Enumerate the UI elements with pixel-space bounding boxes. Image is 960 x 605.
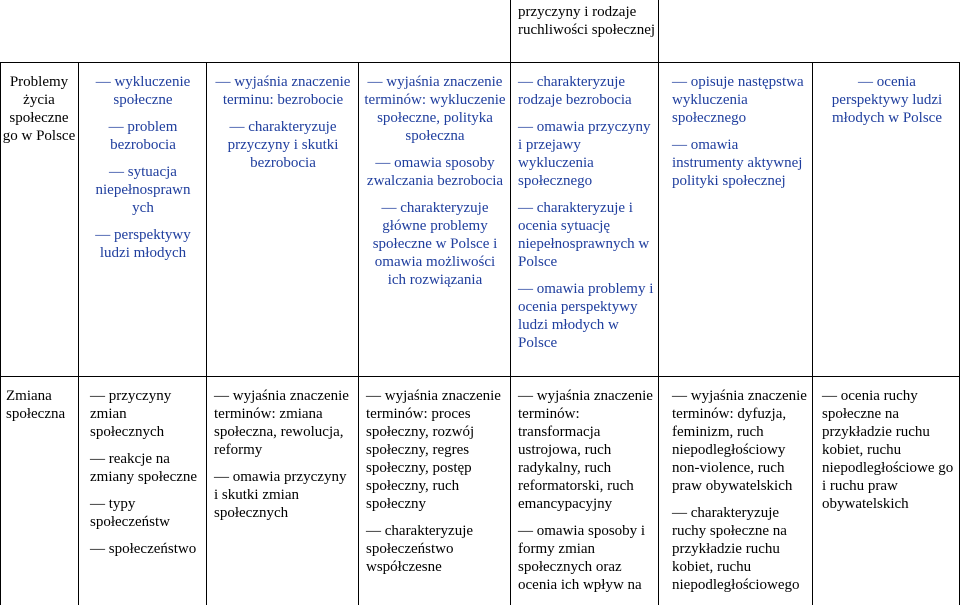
table-border [510,0,511,62]
requirement-item: — omawia instrumenty aktywnej polityki społecznej [672,137,803,189]
requirement-item: — omawia sposoby i formy zmian społecznych oraz ocenia ich wpływ na [518,523,646,593]
requirement-cell [672,387,810,594]
requirement-item: — wyjaśnia znaczenie terminu: bezrobocie [215,74,351,108]
requirement-item: — charakteryzuje i ocenia sytuację niepełnosprawnych w Polsce [518,200,650,270]
requirement-item: — wyjaśnia znaczenie terminów: wykluczenie społeczne, polityka społeczna [364,74,506,144]
table-border [510,62,511,605]
table-border [206,62,207,605]
requirement-item: — charakteryzuje przyczyny i skutki bezrobocia [227,119,339,171]
subtopic-item: — perspektywy ludzi młodych [95,227,191,261]
header-cell [518,3,658,39]
requirement-cell [818,73,956,127]
requirement-item: — omawia przyczyny i przejawy wykluczenia społecznego [518,119,651,189]
requirement-item: — omawia problemy i ocenia perspektywy ludzi młodych w Polsce [518,281,654,351]
table-border [658,0,659,62]
subtopic-cell [84,73,202,262]
topic-label: Problemy życia społeczne go w Polsce [2,74,76,144]
subtopic-item: — przyczyny zmian społecznych [90,388,172,440]
subtopic-item: — wykluczenie społeczne [95,74,191,108]
requirement-item: — wyjaśnia znaczenie terminów: dyfuzja, feminizm, ruch niepodległościowy non-violence, ruch praw obywatelskich [672,388,807,494]
requirement-cell [212,73,354,172]
subtopic-item: — reakcje na zmiany społeczne [90,451,198,485]
requirement-cell [822,387,956,513]
topic-cell [6,387,76,423]
subtopic-item: — społeczeństwo [90,541,197,557]
requirement-cell [364,73,506,289]
requirement-item: — charakteryzuje rodzaje bezrobocia [518,74,632,108]
requirement-item: — ocenia perspektywy ludzi młodych w Polsce [831,74,943,126]
subtopic-item: — typy społeczeństw [90,496,170,530]
requirement-item: — wyjaśnia znaczenie terminów: zmiana społeczna, rewolucja, reformy [214,388,349,458]
subtopic-item: — sytuacja niepełnosprawn ych [95,164,191,216]
requirement-cell [672,73,810,190]
table-border [0,62,960,63]
requirement-item: — opisuje następstwa wykluczenia społecznego [672,74,804,126]
table-border [358,62,359,605]
topic-cell [2,73,76,145]
subtopic-cell [90,387,204,558]
requirement-item: — charakteryzuje ruchy społeczne na przykładzie ruchu kobiet, ruchu niepodległościowego [672,505,800,593]
table-border [0,62,1,605]
requirement-item: — charakteryzuje główne problemy społeczne w Polsce i omawia możliwości ich rozwiązania [372,200,498,288]
table-border [812,62,813,605]
header-text: przyczyny i rodzaje ruchliwości społecznej [518,4,656,38]
requirement-item: — omawia przyczyny i skutki zmian społecznych [214,469,347,521]
table-border [658,62,659,605]
requirement-cell [518,73,656,352]
requirement-cell [518,387,656,594]
table-border [0,376,960,377]
requirement-item: — wyjaśnia znaczenie terminów: proces społeczny, rozwój społeczny, regres społeczny, postęp społeczny, ruch społeczny [366,388,501,512]
table-border [78,62,79,605]
requirement-item: — charakteryzuje społeczeństwo współczesne [366,523,474,575]
topic-label: Zmiana społeczna [6,388,66,422]
requirement-item: — ocenia ruchy społeczne na przykładzie ruchu kobiet, ruchu niepodległościowe go i ruchu praw obywatelskich [822,388,954,512]
subtopic-item: — problem bezrobocia [108,119,178,153]
requirement-cell [366,387,506,576]
requirement-item: — omawia sposoby zwalczania bezrobocia [366,155,504,189]
requirement-cell [214,387,354,522]
requirement-item: — wyjaśnia znaczenie terminów: transformacja ustrojowa, ruch radykalny, ruch reformatorski, ruch emancypacyjny [518,388,653,512]
